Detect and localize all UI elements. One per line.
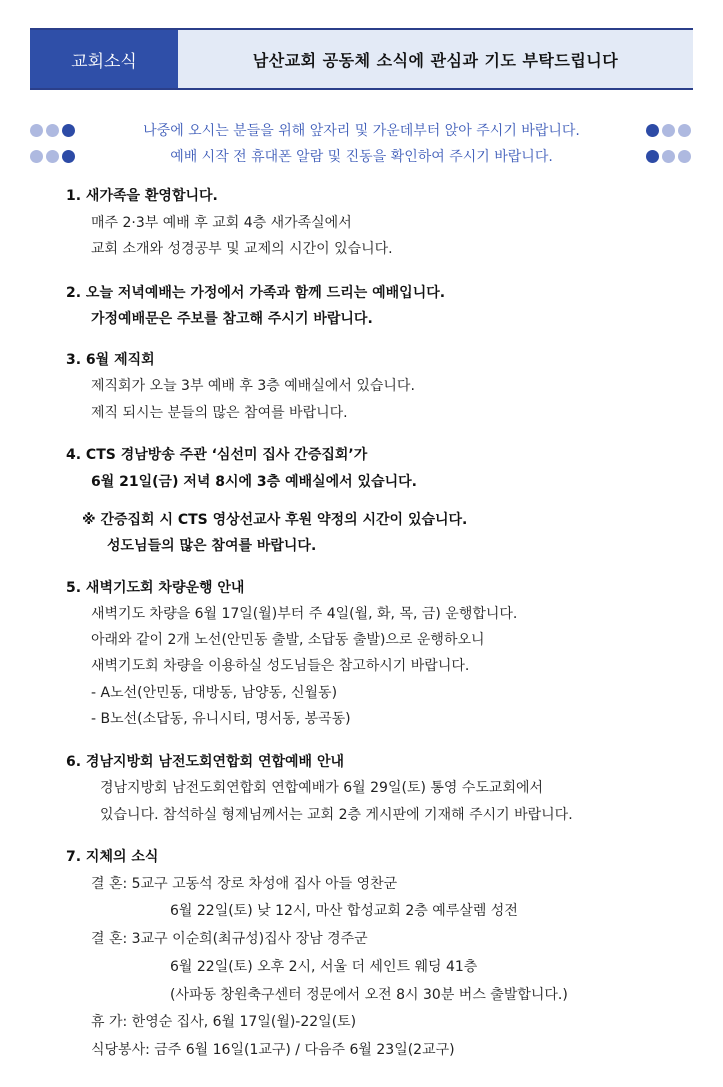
- item-line: - B노선(소답동, 유니시티, 명서동, 봉곡동): [91, 711, 351, 727]
- item-line: 6월 21일(금) 저녁 8시에 3층 예배실에서 있습니다.: [91, 474, 417, 490]
- item-line: 6월 22일(토) 낮 12시, 마산 합성교회 2층 예루살렘 성전: [170, 903, 518, 919]
- decorative-dots-icon: [646, 150, 691, 163]
- item-title: 5. 새벽기도회 차량운행 안내: [66, 580, 245, 596]
- item-line: 새벽기도회 차량을 이용하실 성도님들은 참고하시기 바랍니다.: [91, 658, 470, 674]
- notice-line: [0, 146, 723, 168]
- item-line: (사파동 창원축구센터 정문에서 오전 8시 30분 버스 출발합니다.): [170, 987, 568, 1003]
- item-line: 휴 가: 한영순 집사, 6월 17일(월)-22일(토): [91, 1014, 357, 1030]
- notice-text: 나중에 오시는 분들을 위해 앞자리 및 가운데부터 앉아 주시기 바랍니다.: [143, 123, 580, 139]
- item-title: 1. 새가족을 환영합니다.: [66, 188, 218, 204]
- notice-line: [0, 120, 723, 142]
- page-title: 남산교회 공동체 소식에 관심과 기도 부탁드립니다: [178, 30, 693, 88]
- item-title: 7. 지체의 소식: [66, 849, 159, 865]
- decorative-dots-icon: [30, 124, 75, 137]
- item-line: 가정예배문은 주보를 참고해 주시기 바랍니다.: [91, 311, 373, 327]
- decorative-dots-icon: [30, 150, 75, 163]
- notice-text: 예배 시작 전 휴대폰 알람 및 진동을 확인하여 주시기 바랍니다.: [170, 149, 553, 165]
- item-line: 제직회가 오늘 3부 예배 후 3층 예배실에서 있습니다.: [91, 378, 415, 394]
- item-line: 식당봉사: 금주 6월 16일(1교구) / 다음주 6월 23일(2교구): [91, 1042, 455, 1058]
- section-label: 교회소식: [30, 30, 178, 88]
- item-line: 결 혼: 5교구 고동석 장로 차성애 집사 아들 영찬군: [91, 876, 398, 892]
- item-line: 경남지방회 남전도회연합회 연합예배가 6월 29일(토) 통영 수도교회에서: [100, 780, 544, 796]
- item-line: 6월 22일(토) 오후 2시, 서울 더 세인트 웨딩 41층: [170, 959, 478, 975]
- item-line: 결 혼: 3교구 이순희(최규성)집사 장남 경주군: [91, 931, 368, 947]
- item-line: - A노선(안민동, 대방동, 남양동, 신월동): [91, 685, 338, 701]
- item-line: 있습니다. 참석하실 형제님께서는 교회 2층 게시판에 기재해 주시기 바랍니다.: [100, 807, 573, 823]
- item-line: 아래와 같이 2개 노선(안민동 출발, 소답동 출발)으로 운행하오니: [91, 632, 485, 648]
- item-note: ※ 간증집회 시 CTS 영상선교사 후원 약정의 시간이 있습니다.: [82, 512, 468, 528]
- item-title: 6. 경남지방회 남전도회연합회 연합예배 안내: [66, 754, 344, 770]
- item-line: 교회 소개와 성경공부 및 교제의 시간이 있습니다.: [91, 241, 393, 257]
- header-banner: [30, 28, 693, 90]
- item-title: 2. 오늘 저녁예배는 가정에서 가족과 함께 드리는 예배입니다.: [66, 285, 446, 301]
- item-line: 새벽기도 차량을 6월 17일(월)부터 주 4일(월, 화, 목, 금) 운행합니다.: [91, 606, 518, 622]
- item-title: 3. 6월 제직회: [66, 352, 155, 368]
- decorative-dots-icon: [646, 124, 691, 137]
- item-note: 성도님들의 많은 참여를 바랍니다.: [107, 538, 317, 554]
- item-line: 매주 2·3부 예배 후 교회 4층 새가족실에서: [91, 215, 352, 231]
- item-line: 제직 되시는 분들의 많은 참여를 바랍니다.: [91, 405, 348, 421]
- item-title: 4. CTS 경남방송 주관 ‘심선미 집사 간증집회’가: [66, 447, 368, 463]
